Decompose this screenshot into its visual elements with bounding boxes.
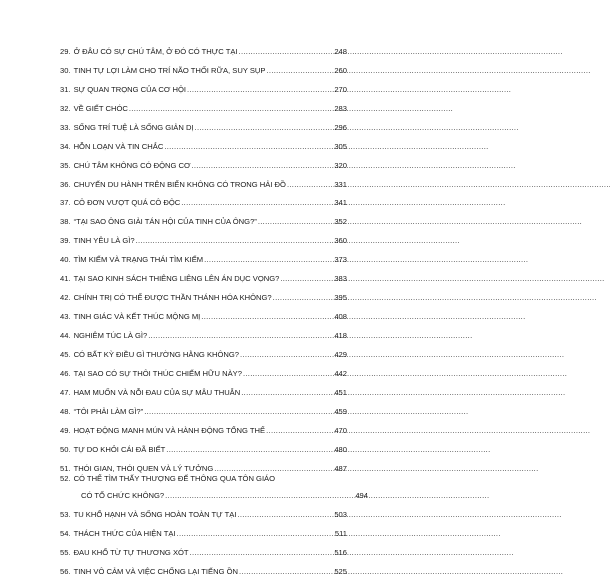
dot-leader xyxy=(195,123,332,132)
toc-entry-number: 35. xyxy=(60,160,71,170)
toc-entry[interactable] xyxy=(60,321,347,340)
toc-entry-page: 480 xyxy=(334,444,347,454)
toc-entry-title-continued: CÓ TỔ CHỨC KHÔNG? xyxy=(81,491,165,501)
toc-entry[interactable] xyxy=(60,207,347,226)
toc-entry-title: TINH GIÁC VÀ KẾT THÚC MỘNG MỊ xyxy=(73,312,201,322)
toc-entry[interactable] xyxy=(60,56,347,75)
toc-entry-number: 38. xyxy=(60,217,71,227)
toc-entry-number: 36. xyxy=(60,179,71,189)
toc-entry[interactable] xyxy=(60,557,347,576)
toc-entry[interactable] xyxy=(60,189,347,208)
dot-leader xyxy=(239,567,332,576)
toc-entry-page: 296 xyxy=(334,122,347,132)
toc-entry-number: 39. xyxy=(60,236,71,246)
toc-entry-number: 49. xyxy=(60,425,71,435)
toc-entry-page: 305 xyxy=(334,141,347,151)
toc-entry-page: 487 xyxy=(334,463,347,473)
toc-entry-page: 470 xyxy=(334,425,347,435)
dot-leader xyxy=(201,312,332,321)
toc-entry-title: CÓ THỂ TÌM THẤY THƯỢNG ĐẾ THÔNG QUA TÔN GIÁO xyxy=(73,474,276,484)
dot-leader xyxy=(243,369,332,378)
toc-entry-page: 320 xyxy=(334,160,347,170)
toc-entry-number: 48. xyxy=(60,406,71,416)
toc-entry-number: 40. xyxy=(60,255,71,265)
toc-entry-page: 408 xyxy=(334,312,347,322)
dot-leader xyxy=(190,548,332,557)
toc-entry[interactable] xyxy=(60,170,347,189)
toc-entry-page: 270 xyxy=(334,84,347,94)
toc-entry-title: Ở ĐÂU CÓ SỰ CHÚ TÂM, Ở ĐÓ CÓ THỰC TẠI xyxy=(73,46,238,56)
toc-entry-number: 43. xyxy=(60,312,71,322)
toc-entry-title: VỀ GIẾT CHÓC xyxy=(73,103,128,113)
toc-entry[interactable] xyxy=(60,94,347,113)
toc-entry-page: 511 xyxy=(334,529,347,539)
toc-entry-number: 52. xyxy=(60,474,71,484)
toc-entry-number: 32. xyxy=(60,103,71,113)
dot-leader xyxy=(129,104,332,113)
toc-entry-number: 56. xyxy=(60,567,71,576)
toc-entry[interactable] xyxy=(60,397,347,416)
toc-entry[interactable] xyxy=(60,264,347,283)
toc-entry-title: HỖN LOẠN VÀ TIN CHẮC xyxy=(73,141,164,151)
dot-leader xyxy=(166,445,332,454)
toc-entry-page: 418 xyxy=(334,331,347,340)
toc-entry-page: 442 xyxy=(334,368,347,378)
toc-entry-page: 341 xyxy=(334,198,347,208)
toc-entry[interactable] xyxy=(60,283,347,302)
toc-entry[interactable] xyxy=(60,454,347,473)
toc-entry[interactable] xyxy=(60,302,347,321)
toc-entry[interactable] xyxy=(60,378,347,397)
toc-entry-title: SỰ QUAN TRỌNG CỦA CƠ HỘI xyxy=(73,84,186,94)
toc-entry-page: 459 xyxy=(334,406,347,416)
dot-leader xyxy=(287,180,332,189)
toc-entry-title: CHUYẾN DU HÀNH TRÊN BIỂN KHÔNG CÓ TRONG HẢI ĐỒ xyxy=(73,179,286,189)
toc-entry-title: SỐNG TRÍ TUỆ LÀ SỐNG GIẢN DỊ xyxy=(73,122,194,132)
toc-entry-number: 30. xyxy=(60,65,71,75)
toc-entry-title: CHÍNH TRỊ CÓ THỂ ĐƯỢC THẦN THÁNH HÓA KHÔNG? xyxy=(73,293,272,303)
toc-entry-title: ĐAU KHỔ TỪ TỰ THƯƠNG XÓT xyxy=(73,548,189,558)
toc-entry-page: 494 xyxy=(355,491,368,501)
toc-entry-title: CÔ ĐƠN VƯỢT QUÁ CÔ ĐỘC xyxy=(73,198,181,208)
toc-entry-page: 383 xyxy=(334,274,347,284)
toc-entry-number: 33. xyxy=(60,122,71,132)
dot-leader xyxy=(266,426,332,435)
toc-entry-page: 503 xyxy=(334,510,347,520)
toc-entry-title: HOẠT ĐỘNG MANH MÚN VÀ HÀNH ĐỘNG TỔNG THỂ xyxy=(73,425,266,435)
toc-entry[interactable] xyxy=(60,340,347,359)
toc-entry-number: 54. xyxy=(60,529,71,539)
toc-entry-title: “TẠI SAO ÔNG GIẢI TÁN HỘI CỦA TINH CỦA ÔNG?” xyxy=(73,217,257,227)
dot-leader xyxy=(239,47,332,56)
dot-leader xyxy=(136,236,332,245)
toc-entry[interactable] xyxy=(60,245,347,264)
toc-entry-title: THÁCH THỨC CỦA HIỆN TẠI xyxy=(73,529,176,539)
dot-leader xyxy=(214,464,332,473)
dot-leader xyxy=(240,350,332,359)
toc-entry-title: CÓ BẤT KỲ ĐIỀU GÌ THƯỜNG HẰNG KHÔNG? xyxy=(73,349,240,359)
toc-entry-page: 516 xyxy=(334,548,347,558)
toc-entry-number: 47. xyxy=(60,387,71,397)
toc-entry[interactable] xyxy=(60,435,347,454)
dot-leader xyxy=(164,142,332,151)
toc-entry-number: 50. xyxy=(60,444,71,454)
toc-entry[interactable] xyxy=(60,359,347,378)
toc-entry[interactable] xyxy=(60,113,347,132)
toc-entry[interactable] xyxy=(60,500,347,519)
toc-entry[interactable] xyxy=(60,473,368,501)
toc-entry-title: THÓI GIAN, THÓI QUEN VÀ LÝ TƯỞNG xyxy=(73,463,214,473)
toc-entry-page: 373 xyxy=(334,255,347,265)
toc-entry-page: 395 xyxy=(334,293,347,303)
toc-entry-number: 53. xyxy=(60,510,71,520)
toc-entry-title: TINH YÊU LÀ GÌ? xyxy=(73,236,135,246)
toc-entry-page: 451 xyxy=(334,387,347,397)
toc-entry[interactable] xyxy=(60,37,347,56)
toc-entry[interactable] xyxy=(60,416,347,435)
toc-entry[interactable] xyxy=(60,75,347,94)
toc-entry-title: NGHIÊM TÚC LÀ GÌ? xyxy=(73,331,148,340)
toc-entry-title: HAM MUỐN VÀ NỖI ĐAU CỦA SỰ MÂU THUẪN xyxy=(73,387,241,397)
toc-entry-number: 51. xyxy=(60,463,71,473)
dot-leader xyxy=(273,293,332,302)
toc-entry-title: TẠI SAO KINH SÁCH THIÊNG LIÊNG LÊN ÁN DỤC VỌNG? xyxy=(73,274,280,284)
dot-leader xyxy=(266,66,332,75)
toc-entry-number: 45. xyxy=(60,349,71,359)
toc-entry-page: 360 xyxy=(334,236,347,246)
toc-entry[interactable] xyxy=(60,132,347,151)
dot-leader xyxy=(280,274,332,283)
dot-leader xyxy=(237,510,332,519)
toc-entry-page: 248 xyxy=(334,46,347,56)
toc-entry-page: 260 xyxy=(334,65,347,75)
dot-leader xyxy=(191,161,332,170)
toc-entry-title: TỰ DO KHỎI CÁI ĐÃ BIẾT xyxy=(73,444,166,454)
toc-entry-number: 55. xyxy=(60,548,71,558)
dot-leader xyxy=(204,255,332,264)
toc-entry-number: 41. xyxy=(60,274,71,284)
toc-entry-number: 46. xyxy=(60,368,71,378)
toc-entry-page: 283 xyxy=(334,103,347,113)
toc-entry-title: TINH TỰ LỢI LÀM CHO TRÍ NÃO THỐI RỮA, SUY SỤP xyxy=(73,65,266,75)
toc-entry-page: 352 xyxy=(334,217,347,227)
toc-entry-number: 31. xyxy=(60,84,71,94)
table-of-contents xyxy=(60,37,368,576)
toc-entry-number: 42. xyxy=(60,293,71,303)
toc-entry-page: 525 xyxy=(334,567,347,576)
toc-entry-title: TÌM KIẾM VÀ TRẠNG THÁI TÌM KIẾM xyxy=(73,255,204,265)
toc-entry-number: 29. xyxy=(60,46,71,56)
toc-entry[interactable] xyxy=(60,519,347,538)
dot-leader xyxy=(144,407,332,416)
toc-entry-number: 37. xyxy=(60,198,71,208)
dot-leader xyxy=(258,217,332,226)
toc-entry[interactable] xyxy=(60,151,347,170)
toc-entry-page: 331 xyxy=(334,179,347,189)
dot-leader xyxy=(187,85,332,94)
toc-entry-title: TẠI SAO CÓ SỰ THÔI THÚC CHIẾM HỮU NÀY? xyxy=(73,368,242,378)
dot-leader xyxy=(181,198,332,207)
toc-entry[interactable] xyxy=(60,538,347,557)
toc-entry[interactable] xyxy=(60,226,347,245)
dot-leader xyxy=(177,529,332,538)
dot-leader xyxy=(165,491,353,500)
toc-entry-title: CHÚ TÂM KHÔNG CÓ ĐỘNG CƠ xyxy=(73,160,191,170)
toc-entry-title: TU KHỔ HẠNH VÀ SỐNG HOÀN TOÀN TỰ TẠI xyxy=(73,510,237,520)
dot-leader xyxy=(241,388,332,397)
dot-leader xyxy=(148,331,332,340)
toc-entry-title: TINH VÔ CẢM VÀ VIỆC CHỐNG LẠI TIẾNG ỒN xyxy=(73,567,238,576)
toc-entry-page: 429 xyxy=(334,349,347,359)
toc-entry-number: 34. xyxy=(60,141,71,151)
toc-entry-title: “TÔI PHẢI LÀM GÌ?” xyxy=(73,406,144,416)
toc-entry-number: 44. xyxy=(60,331,71,340)
